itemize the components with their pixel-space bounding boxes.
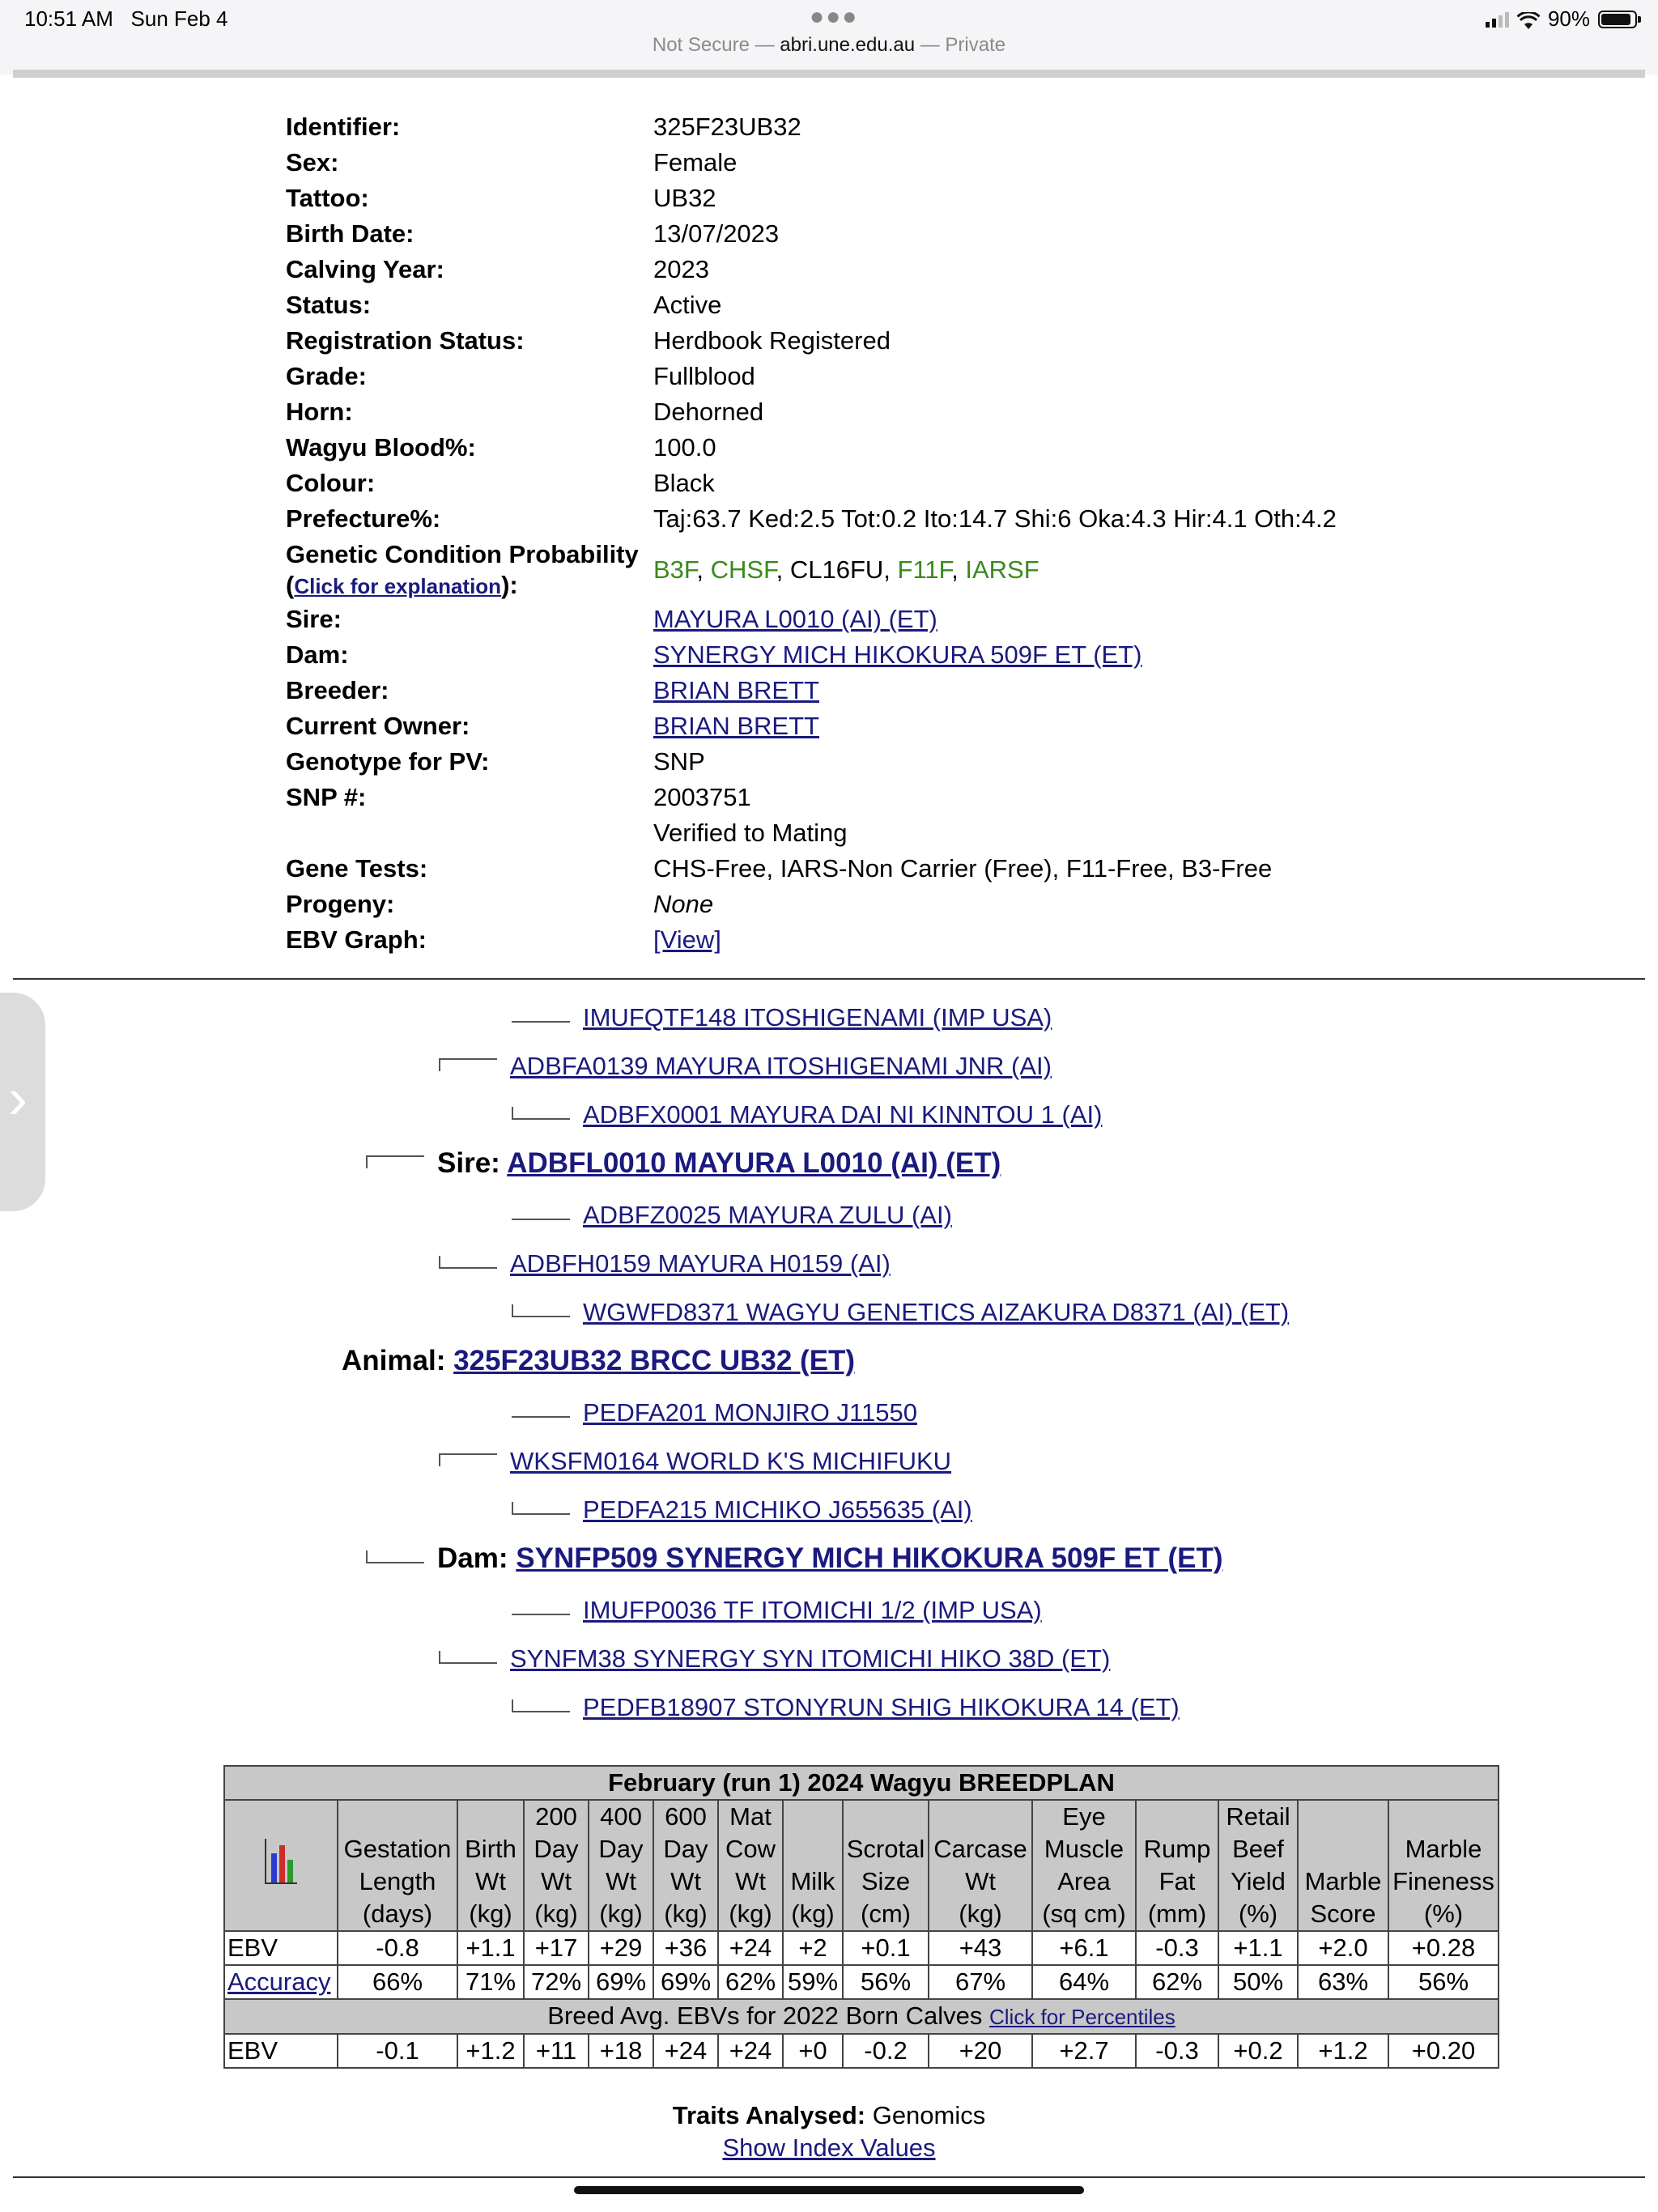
pedigree-entry <box>512 1002 1052 1033</box>
ebv-header-line: Wt <box>606 1867 636 1895</box>
pedigree-entry <box>512 1100 1102 1130</box>
pedigree-connector <box>512 1602 570 1615</box>
pedigree-animal-link[interactable]: 325F23UB32 BRCC UB32 (ET) <box>453 1345 856 1376</box>
genetic-item: B3F <box>653 555 697 584</box>
pedigree-connector <box>512 1304 570 1317</box>
ebv-header-line: Carcase <box>933 1835 1027 1863</box>
detail-label: EBV Graph: <box>286 925 427 954</box>
pedigree-connector <box>512 1107 570 1120</box>
pedigree-connector <box>366 1155 424 1168</box>
accuracy-link[interactable]: Accuracy <box>227 1967 331 1996</box>
pedigree-link[interactable]: ADBFH0159 MAYURA H0159 (AI) <box>510 1249 891 1278</box>
breed-avg-cell <box>224 1999 1499 2034</box>
ebv-value-cell: +1.1 <box>1218 1931 1298 1965</box>
detail-label: Birth Date: <box>286 219 414 248</box>
explanation-link[interactable]: Click for explanation <box>294 574 502 598</box>
ebv-value-cell: +0 <box>783 2034 843 2068</box>
sire-label: Sire: <box>437 1147 500 1179</box>
ebv-value-cell: -0.3 <box>1136 1931 1218 1965</box>
ebv-header-line: 400 <box>600 1802 642 1831</box>
pedigree-connector <box>512 1699 570 1712</box>
ebv-header-line: Gestation <box>343 1835 452 1863</box>
ebv-header-line: Eye <box>1062 1802 1106 1831</box>
ebv-value-cell: 71% <box>457 1965 524 1999</box>
ebv-header-line: Wt <box>735 1867 766 1895</box>
detail-value: Active <box>653 291 722 319</box>
animal-label: Animal: <box>342 1345 446 1376</box>
genetic-condition-list <box>653 555 1039 585</box>
detail-value: Herdbook Registered <box>653 326 891 355</box>
status-indicators <box>1486 6 1637 32</box>
ebv-header-line: (kg) <box>664 1899 708 1928</box>
pedigree-link[interactable]: ADBFA0139 MAYURA ITOSHIGENAMI JNR (AI) <box>510 1052 1052 1080</box>
wifi-icon <box>1517 11 1540 28</box>
ebv-header-line: Marble <box>1405 1835 1482 1863</box>
ebv-header-line: Cow <box>725 1835 776 1863</box>
ebv-header-line: Scrotal <box>846 1835 925 1863</box>
status-time <box>24 6 228 32</box>
ebv-value-cell: +0.20 <box>1388 2034 1499 2068</box>
pedigree-link[interactable]: PEDFB18907 STONYRUN SHIG HIKOKURA 14 (ET) <box>583 1693 1180 1721</box>
ebv-header-line: Retail <box>1226 1802 1290 1831</box>
ebv-header-line: Marble <box>1304 1867 1382 1895</box>
ebv-table <box>223 1765 1499 2069</box>
genetic-close-paren: ): <box>501 571 518 599</box>
ebv-value-cell: +20 <box>929 2034 1032 2068</box>
percentiles-link[interactable]: Click for Percentiles <box>988 2005 1175 2029</box>
detail-value: Black <box>653 469 715 497</box>
detail-label: Sire: <box>286 605 342 633</box>
pedigree-connector <box>512 1405 570 1418</box>
pedigree-entry <box>439 1446 951 1477</box>
ebv-value-cell: +36 <box>653 1931 718 1965</box>
pedigree-entry <box>439 1051 1052 1082</box>
ebv-header-line: Milk <box>790 1867 835 1895</box>
ebv-value-cell: +11 <box>524 2034 589 2068</box>
pedigree-link[interactable]: IMUFQTF148 ITOSHIGENAMI (IMP USA) <box>583 1003 1052 1032</box>
ebv-header-cell <box>929 1800 1032 1931</box>
dam-link[interactable]: SYNERGY MICH HIKOKURA 509F ET (ET) <box>653 640 1142 669</box>
pedigree-link[interactable]: ADBFZ0025 MAYURA ZULU (AI) <box>583 1201 952 1229</box>
cellular-signal-icon <box>1486 11 1509 28</box>
detail-label: Horn: <box>286 398 353 426</box>
detail-value: Dehorned <box>653 398 764 426</box>
ebv-value-cell: -0.3 <box>1136 2034 1218 2068</box>
bar-chart-icon[interactable] <box>265 1839 297 1884</box>
pedigree-connector <box>366 1551 424 1563</box>
detail-label: Calving Year: <box>286 255 444 283</box>
detail-value: CHS-Free, IARS-Non Carrier (Free), F11-Free, B3-Free <box>653 854 1273 883</box>
breed-avg-text: Breed Avg. EBVs for 2022 Born Calves <box>547 2001 983 2030</box>
detail-label: Current Owner: <box>286 712 470 740</box>
url-domain: abri.une.edu.au <box>780 34 916 56</box>
ebv-header-cell <box>843 1800 929 1931</box>
ebv-value-cell: +1.2 <box>1298 2034 1388 2068</box>
pedigree-entry <box>512 1595 1042 1626</box>
ebv-value-cell: +0.1 <box>843 1931 929 1965</box>
ebv-header-cell <box>1032 1800 1136 1931</box>
ebv-value-cell: +17 <box>524 1931 589 1965</box>
ebv-header-line: Day <box>598 1835 644 1863</box>
detail-label: Gene Tests: <box>286 854 428 883</box>
ebv-header-line: (%) <box>1238 1899 1278 1928</box>
ebv-header-line: (mm) <box>1147 1899 1207 1928</box>
ebv-value-cell: 62% <box>1136 1965 1218 1999</box>
chart-icon-bar <box>279 1845 285 1882</box>
show-index-link[interactable]: Show Index Values <box>722 2133 936 2162</box>
pedigree-link[interactable]: WGWFD8371 WAGYU GENETICS AIZAKURA D8371 (AI) (ET) <box>583 1298 1290 1326</box>
ebv-value-cell: 67% <box>929 1965 1032 1999</box>
ebv-value-cell: +6.1 <box>1032 1931 1136 1965</box>
pedigree-dam-link[interactable]: SYNFP509 SYNERGY MICH HIKOKURA 509F ET (ET) <box>516 1542 1223 1574</box>
ebv-value-cell: -0.2 <box>843 2034 929 2068</box>
status-bar <box>0 0 1658 74</box>
detail-value: 100.0 <box>653 433 716 462</box>
battery-percent: 90% <box>1547 6 1590 31</box>
ebv-header-line: (days) <box>362 1899 433 1928</box>
detail-label: Genotype for PV: <box>286 747 490 776</box>
ebv-header-cell <box>718 1800 783 1931</box>
detail-label: Breeder: <box>286 676 389 704</box>
pedigree-connector <box>439 1453 497 1466</box>
ebv-header-cell <box>338 1800 457 1931</box>
detail-label: Prefecture%: <box>286 504 441 533</box>
ebv-header-line: Wt <box>965 1867 996 1895</box>
ebv-value-cell: -0.8 <box>338 1931 457 1965</box>
detail-label: SNP #: <box>286 783 367 811</box>
ebv-header-line: Rump <box>1143 1835 1211 1863</box>
ebv-value-cell: +2.7 <box>1032 2034 1136 2068</box>
detail-value: Fullblood <box>653 362 755 390</box>
battery-icon <box>1598 11 1637 28</box>
genetic-item: CL16FU <box>789 555 884 584</box>
pedigree-entry <box>512 1495 972 1525</box>
detail-label: Status: <box>286 291 372 319</box>
ebv-header-line: Day <box>534 1835 579 1863</box>
ebv-header-cell <box>589 1800 653 1931</box>
divider <box>13 978 1645 980</box>
chart-icon-bar <box>287 1860 293 1882</box>
ebv-header-line: (kg) <box>791 1899 835 1928</box>
toolbar-shadow <box>13 70 1645 78</box>
genetic-open-paren: ( <box>286 571 295 599</box>
ebv-header-cell <box>1388 1800 1499 1931</box>
ebv-value-cell: +24 <box>718 1931 783 1965</box>
ebv-header-line: Day <box>663 1835 708 1863</box>
ebv-graph-icon-cell[interactable] <box>224 1800 338 1931</box>
genetic-item: F11F <box>897 555 952 584</box>
separator: , <box>883 555 898 584</box>
ebv-header-line: (kg) <box>469 1899 512 1928</box>
home-indicator[interactable] <box>574 2186 1084 2194</box>
genetic-item: IARSF <box>965 555 1039 584</box>
detail-value: 2003751 <box>653 783 751 811</box>
ebv-value-cell: -0.1 <box>338 2034 457 2068</box>
pedigree-entry <box>512 1692 1180 1723</box>
detail-label: Identifier: <box>286 113 401 141</box>
ebv-header-cell <box>1298 1800 1388 1931</box>
url-security-label: Not Secure — <box>652 34 775 56</box>
detail-label: Progeny: <box>286 890 395 918</box>
ebv-value-cell: +0.2 <box>1218 2034 1298 2068</box>
ebv-value-cell: 72% <box>524 1965 589 1999</box>
ebv-header-line: Beef <box>1232 1835 1284 1863</box>
chevron-right-icon: › <box>8 1066 28 1131</box>
pedigree-entry <box>439 1249 891 1279</box>
detail-label <box>286 539 654 602</box>
ebv-value-cell: +24 <box>718 2034 783 2068</box>
detail-label: Grade: <box>286 362 367 390</box>
traits-label: Traits Analysed: <box>672 2101 866 2129</box>
traits-analysed <box>0 2100 1658 2131</box>
ebv-header-row <box>224 1800 1499 1931</box>
pedigree-connector <box>512 1010 570 1023</box>
ebv-value-cell: +24 <box>653 2034 718 2068</box>
ebv-header-line: 200 <box>535 1802 577 1831</box>
ebv-header-line: (cm) <box>861 1899 911 1928</box>
ebv-header-line: 600 <box>665 1802 707 1831</box>
breeder-link[interactable]: BRIAN BRETT <box>653 676 819 704</box>
genetic-item: CHSF <box>710 555 776 584</box>
ebv-header-line: Fat <box>1158 1867 1196 1895</box>
ebv-value-cell: 59% <box>783 1965 843 1999</box>
ebv-header-line: (kg) <box>534 1899 578 1928</box>
ebv-row-label: EBV <box>224 2034 338 2068</box>
dam-label: Dam: <box>437 1542 508 1574</box>
detail-value: None <box>653 890 714 918</box>
detail-value: 2023 <box>653 255 709 283</box>
ebv-graph-view-link[interactable]: [View] <box>653 925 721 954</box>
ebv-header-line: (%) <box>1423 1899 1464 1928</box>
pedigree-entry <box>439 1644 1110 1674</box>
ebv-header-cell <box>653 1800 718 1931</box>
ebv-value-cell: +2.0 <box>1298 1931 1388 1965</box>
ebv-header-line: Size <box>861 1867 911 1895</box>
detail-label: Dam: <box>286 640 349 669</box>
ebv-header-line: Mat <box>729 1802 772 1831</box>
pedigree-animal <box>342 1346 855 1376</box>
ebv-header-line: Wt <box>541 1867 572 1895</box>
ebv-header-line: Fineness <box>1392 1867 1494 1895</box>
ebv-header-line: Wt <box>475 1867 506 1895</box>
ebv-value-cell: +29 <box>589 1931 653 1965</box>
clock-time: 10:51 AM <box>24 6 113 31</box>
clock-date: Sun Feb 4 <box>130 6 228 31</box>
detail-value: 325F23UB32 <box>653 113 801 141</box>
accuracy-row <box>224 1965 1499 1999</box>
ebv-header-line: (kg) <box>729 1899 772 1928</box>
ebv-header-line: Muscle <box>1044 1835 1124 1863</box>
ebv-header-line: Birth <box>465 1835 517 1863</box>
show-index-container <box>0 2133 1658 2163</box>
ebv-header-line: Score <box>1310 1899 1376 1928</box>
ebv-value-cell: 56% <box>1388 1965 1499 1999</box>
breed-avg-row <box>224 1999 1499 2034</box>
pedigree-connector <box>512 1207 570 1220</box>
tab-dots-icon[interactable]: ●●● <box>810 3 859 30</box>
ebv-table-title: February (run 1) 2024 Wagyu BREEDPLAN <box>224 1766 1499 1800</box>
pedigree-sire-link[interactable]: ADBFL0010 MAYURA L0010 (AI) (ET) <box>507 1147 1001 1179</box>
separator: , <box>696 555 711 584</box>
ebv-header-line: Area <box>1057 1867 1111 1895</box>
genetic-label-text: Genetic Condition Probability <box>286 540 639 568</box>
pedigree-entry <box>512 1397 917 1428</box>
pedigree-connector <box>512 1502 570 1515</box>
detail-label: Sex: <box>286 148 339 177</box>
ebv-value-cell: 62% <box>718 1965 783 1999</box>
detail-label: Colour: <box>286 469 376 497</box>
ebv-value-cell: 56% <box>843 1965 929 1999</box>
separator: , <box>951 555 966 584</box>
ebv-value-cell: +18 <box>589 2034 653 2068</box>
detail-label: Registration Status: <box>286 326 525 355</box>
pedigree-link[interactable]: ADBFX0001 MAYURA DAI NI KINNTOU 1 (AI) <box>583 1100 1103 1129</box>
separator: , <box>776 555 790 584</box>
ebv-header-cell <box>783 1800 843 1931</box>
ebv-value-cell: 50% <box>1218 1965 1298 1999</box>
pedigree-connector <box>439 1651 497 1664</box>
pedigree-link[interactable]: WKSFM0164 WORLD K'S MICHIFUKU <box>510 1447 952 1475</box>
ebv-value-cell: +1.1 <box>457 1931 524 1965</box>
pedigree-entry <box>512 1200 952 1231</box>
ebv-header-line: (sq cm) <box>1042 1899 1126 1928</box>
ebv-value-cell: +1.2 <box>457 2034 524 2068</box>
detail-label: Tattoo: <box>286 184 369 212</box>
ebv-header-cell <box>457 1800 524 1931</box>
ebv-value-cell: +2 <box>783 1931 843 1965</box>
owner-link[interactable]: BRIAN BRETT <box>653 712 819 740</box>
ebv-value-cell: 69% <box>653 1965 718 1999</box>
ebv-header-line: (kg) <box>599 1899 643 1928</box>
detail-value: Female <box>653 148 738 177</box>
pedigree-entry <box>512 1297 1289 1328</box>
ebv-header-cell <box>1136 1800 1218 1931</box>
ebv-header-cell <box>524 1800 589 1931</box>
sire-link[interactable]: MAYURA L0010 (AI) (ET) <box>653 605 937 633</box>
pedigree-link[interactable]: PEDFA215 MICHIKO J655635 (AI) <box>583 1495 972 1524</box>
detail-value: SNP <box>653 747 705 776</box>
ebv-header-line: Yield <box>1231 1867 1286 1895</box>
divider <box>13 2176 1645 2178</box>
chart-icon-bar <box>271 1853 277 1882</box>
ebv-header-cell <box>1218 1800 1298 1931</box>
accuracy-cell <box>224 1965 338 1999</box>
pedigree-connector <box>439 1058 497 1071</box>
pedigree-link[interactable]: IMUFP0036 TF ITOMICHI 1/2 (IMP USA) <box>583 1596 1042 1624</box>
detail-value: Verified to Mating <box>653 819 848 847</box>
pedigree-link[interactable]: SYNFM38 SYNERGY SYN ITOMICHI HIKO 38D (ET) <box>510 1644 1111 1673</box>
pedigree-sire <box>366 1148 1001 1179</box>
ebv-header-line: Wt <box>670 1867 701 1895</box>
ebv-value-cell: +43 <box>929 1931 1032 1965</box>
url-private-label: — Private <box>920 34 1006 56</box>
detail-value: Taj:63.7 Ked:2.5 Tot:0.2 Ito:14.7 Shi:6 Oka:4.3 Hir:4.1 Oth:4.2 <box>653 504 1337 533</box>
detail-value: UB32 <box>653 184 716 212</box>
ebv-value-cell: 69% <box>589 1965 653 1999</box>
ebv-value-cell: 66% <box>338 1965 457 1999</box>
ebv-value-cell: 64% <box>1032 1965 1136 1999</box>
ebv-row-label: EBV <box>224 1931 338 1965</box>
detail-value: 13/07/2023 <box>653 219 780 248</box>
breed-ebv-row <box>224 2034 1499 2068</box>
ebv-header-line: Length <box>359 1867 436 1895</box>
detail-label: Wagyu Blood%: <box>286 433 476 462</box>
pedigree-connector <box>439 1256 497 1269</box>
address-bar[interactable] <box>0 34 1658 57</box>
ebv-value-cell: +0.28 <box>1388 1931 1499 1965</box>
side-panel-tab[interactable] <box>0 993 45 1211</box>
traits-value: Genomics <box>872 2101 986 2129</box>
ebv-row <box>224 1931 1499 1965</box>
ebv-header-line: (kg) <box>959 1899 1002 1928</box>
pedigree-dam <box>366 1543 1223 1574</box>
ebv-value-cell: 63% <box>1298 1965 1388 1999</box>
pedigree-link[interactable]: PEDFA201 MONJIRO J11550 <box>583 1398 917 1427</box>
